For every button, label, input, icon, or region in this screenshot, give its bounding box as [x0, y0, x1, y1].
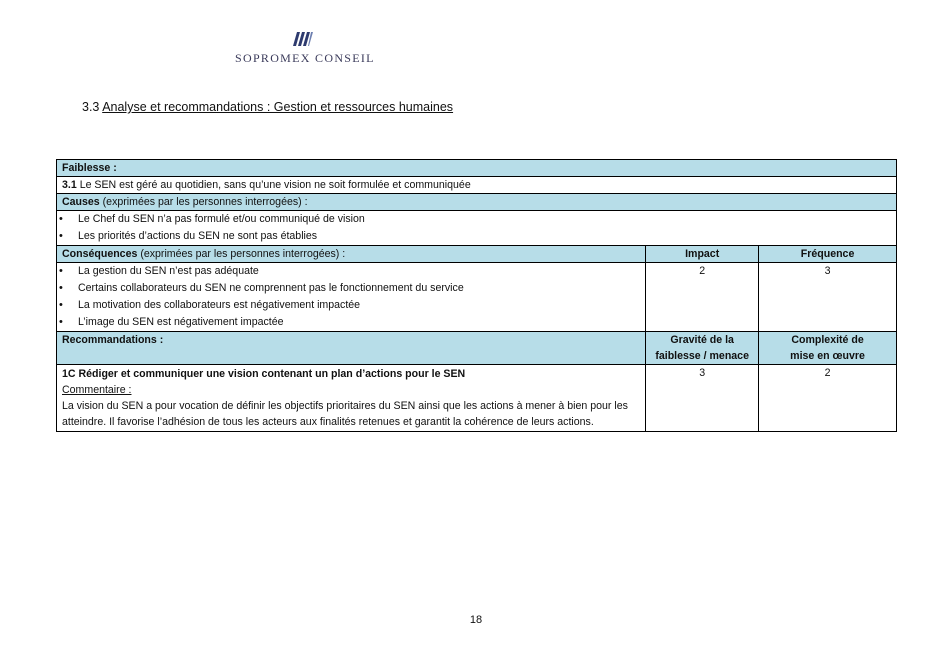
list-item: • Le Chef du SEN n’a pas formulé et/ou communiqué de vision: [62, 211, 891, 228]
consequences-label-rest: (exprimées par les personnes interrogées) :: [140, 248, 346, 260]
gravite-label-line1: Gravité de la: [670, 334, 734, 346]
consequences-label: Conséquences: [62, 248, 138, 260]
causes-label-rest: (exprimées par les personnes interrogées) :: [102, 196, 308, 208]
page-number: 18: [469, 614, 483, 626]
list-item: • La motivation des collaborateurs est négativement impactée: [62, 297, 640, 314]
recommandations-label: Recommandations :: [57, 332, 646, 365]
causes-header-row: [57, 194, 897, 211]
analysis-table: [56, 159, 897, 432]
section-title-text: Analyse et recommandations : Gestion et ressources humaines: [102, 100, 454, 114]
list-item: • Certains collaborateurs du SEN ne comprennent pas le fonctionnement du service: [62, 280, 640, 297]
commentaire-label: Commentaire :: [62, 384, 132, 396]
causes-list: [62, 211, 891, 245]
complexite-value: 2: [759, 365, 897, 432]
causes-row: [57, 211, 897, 246]
consequences-row: [57, 263, 897, 332]
complexite-label-line1: Complexité de: [791, 334, 864, 346]
complexite-header: [759, 332, 897, 365]
causes-cell: [57, 211, 897, 246]
impact-header: Impact: [646, 246, 759, 263]
recommendation-row: [57, 365, 897, 432]
list-item: • L’image du SEN est négativement impactée: [62, 314, 640, 331]
faiblesse-label: Faiblesse :: [57, 160, 897, 177]
commentaire-text: La vision du SEN a pour vocation de définir les objectifs prioritaires du SEN ainsi que les actions à mener à bien pour les atteindre. Il favorise l’adhésion de tous les acteurs aux finalités retenues et garantit la cohérence de leurs actions.: [62, 400, 628, 428]
company-logo: [233, 32, 373, 66]
consequences-cell: [57, 263, 646, 332]
impact-value: 2: [646, 263, 759, 332]
recommandations-header-row: [57, 332, 897, 365]
gravite-value: 3: [646, 365, 759, 432]
faiblesse-row: [57, 177, 897, 194]
section-number: 3.3: [82, 100, 100, 114]
causes-header-cell: [57, 194, 897, 211]
faiblesse-header-row: [57, 160, 897, 177]
faiblesse-text: Le SEN est géré au quotidien, sans qu’une vision ne soit formulée et communiquée: [79, 179, 471, 191]
list-item: • La gestion du SEN n’est pas adéquate: [62, 263, 640, 280]
list-item: • Les priorités d’actions du SEN ne sont pas établies: [62, 228, 891, 245]
complexite-label-line2: mise en œuvre: [790, 350, 865, 362]
consequences-header-row: [57, 246, 897, 263]
frequence-header: Fréquence: [759, 246, 897, 263]
recommendation-title: 1C Rédiger et communiquer une vision contenant un plan d’actions pour le SEN: [62, 368, 466, 380]
causes-label: Causes: [62, 196, 100, 208]
faiblesse-number: 3.1: [62, 179, 77, 191]
recommendation-cell: [57, 365, 646, 432]
faiblesse-cell: [57, 177, 897, 194]
stripes-logo-icon: [293, 32, 313, 46]
consequences-list: [62, 263, 640, 331]
gravite-label-line2: faiblesse / menace: [655, 350, 749, 362]
gravite-header: [646, 332, 759, 365]
section-title: [82, 100, 453, 114]
brand-name: SOPROMEX CONSEIL: [235, 51, 375, 65]
frequence-value: 3: [759, 263, 897, 332]
consequences-header-cell: [57, 246, 646, 263]
